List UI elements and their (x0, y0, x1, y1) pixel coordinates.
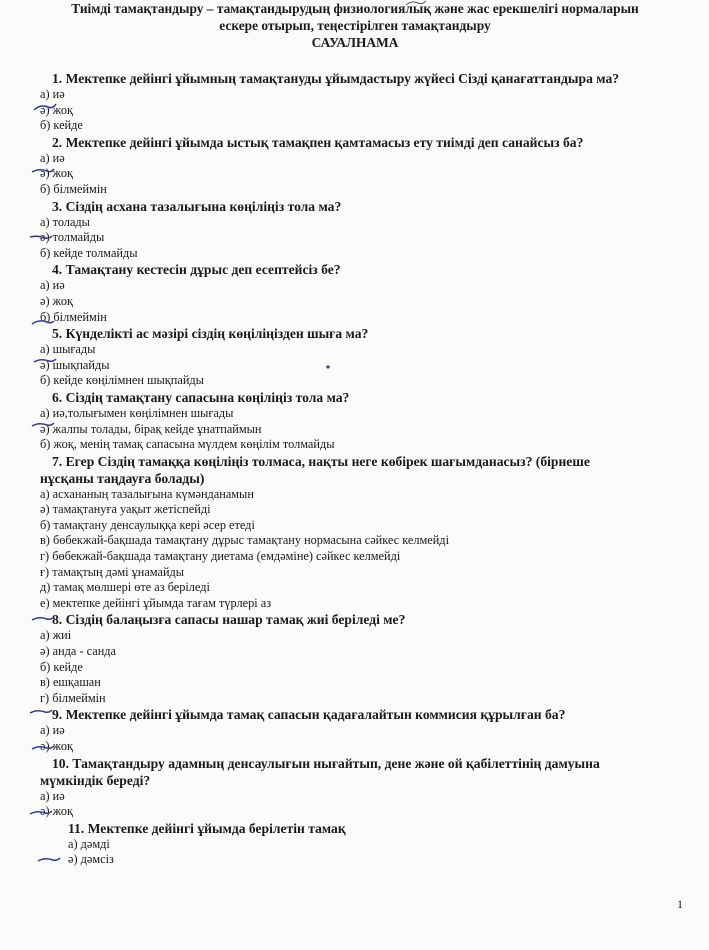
question-6-text: 6. Сіздің тамақтану сапасына көңіліңіз тола ма? (52, 389, 350, 405)
question-5-option-ae[interactable]: ә) шықпайды (40, 357, 110, 372)
question-6-option-a[interactable]: а) иә,толығымен көңілімнен шығады (40, 405, 234, 420)
question-9-option-a[interactable]: а) иә (40, 723, 65, 738)
question-7-option-a[interactable]: а) асхананың тазалығына күмәнданамын (40, 486, 254, 501)
question-3-option-a[interactable]: а) толады (40, 214, 90, 229)
question-11-option-a[interactable]: а) дәмді (68, 836, 110, 851)
question-7 (40, 453, 680, 612)
question-3-text: 3. Сіздің асхана тазалығына көңіліңіз тола ма? (52, 198, 342, 214)
question-2-text: 2. Мектепке дейінгі ұйымда ыстық тамақпен қамтамасыз ету тиімді деп санайсыз ба? (52, 134, 584, 150)
survey-content (40, 70, 680, 868)
question-1-option-ae[interactable]: ә) жоқ (40, 102, 73, 117)
question-10-text-cont: мүмкіндік береді? (40, 772, 151, 788)
question-9-option-ae[interactable]: ә) жоқ (40, 739, 73, 753)
question-2-option-ae[interactable]: ә) жоқ (40, 166, 73, 181)
question-4 (40, 261, 680, 325)
question-2-option-a[interactable]: а) иә (40, 150, 65, 165)
question-3 (40, 198, 680, 262)
question-9 (40, 706, 680, 754)
question-1-option-b[interactable]: б) кейде (40, 118, 83, 133)
question-8-option-a[interactable]: а) жиі (40, 628, 72, 643)
question-2 (40, 134, 680, 198)
question-4-text: 4. Тамақтану кестесін дұрыс деп есептейсіз бе? (52, 262, 341, 278)
question-1-text: 1. Мектепке дейінгі ұйымның тамақтануды ұйымдастыру жүйесі Сізді қанағаттандыра ма? (52, 71, 620, 86)
header-title-line2: ескере отырып, теңестірілген тамақтандыру (219, 18, 491, 33)
question-2-option-b[interactable]: б) білмеймін (40, 181, 107, 196)
question-6-option-b[interactable]: б) жоқ, менің тамақ сапасына мүлдем көңілім толмайды (40, 437, 335, 452)
question-5-option-a[interactable]: а) шығады (40, 342, 96, 357)
header-title-line1: Тиімді тамақтандыру – тамақтандырудың физиологиялық және жас ерекшелігі нормаларын (71, 1, 639, 16)
question-7-option-ae[interactable]: ә) тамақтануға уақыт жетіспейді (40, 502, 211, 517)
question-10-option-ae[interactable]: ә) жоқ (40, 804, 73, 819)
question-8-option-b[interactable]: б) кейде (40, 659, 83, 674)
page-number: 1 (677, 897, 683, 911)
question-7-option-b[interactable]: б) тамақтану денсаулыққа кері әсер етеді (40, 517, 255, 532)
question-4-option-ae[interactable]: ә) жоқ (40, 293, 73, 308)
question-8-option-v[interactable]: в) ешқашан (40, 675, 101, 690)
question-7-text: 7. Егер Сіздің тамаққа көңіліңіз толмаса, нақты неге көбірек шағымданасыз? (бірнеше (52, 453, 590, 469)
question-6-option-ae[interactable]: ә) жалпы толады, бірақ кейде ұнатпаймын (40, 421, 262, 436)
question-11 (40, 820, 680, 868)
question-5-option-b[interactable]: б) кейде көңілімнен шықпайды (40, 373, 204, 388)
question-11-text: 11. Мектепке дейінгі ұйымда берілетін тамақ (68, 820, 346, 836)
question-10-text: 10. Тамақтандыру адамның денсаулығын нығайтып, дене және ой қабілеттінің дамуына (52, 755, 600, 771)
question-7-option-v[interactable]: в) бөбекжай-бақшада тамақтану дұрыс тамақтану нормасына сәйкес келмейді (40, 533, 449, 548)
question-8-option-ae[interactable]: ә) анда - санда (40, 644, 116, 659)
question-10-option-a[interactable]: а) иә (40, 788, 65, 803)
question-10 (40, 755, 680, 820)
question-7-text-cont: нұсқаны таңдауға болады) (40, 470, 205, 486)
question-7-option-g[interactable]: г) бөбекжай-бақшада тамақтану диетама (емдәміне) сәйкес келмейді (40, 549, 401, 564)
question-7-option-d[interactable]: д) тамақ мөлшері өте аз беріледі (40, 580, 210, 595)
survey-header (40, 0, 670, 51)
question-8 (40, 611, 680, 706)
question-4-option-a[interactable]: а) иә (40, 278, 65, 293)
question-8-text: 8. Сіздің балаңызға сапасы нашар тамақ жиі беріледі ме? (52, 612, 406, 628)
question-3-option-b[interactable]: б) кейде толмайды (40, 245, 138, 260)
question-11-option-ae[interactable]: ә) дәмсіз (68, 852, 114, 867)
question-7-option-gh[interactable]: ғ) тамақтың дәмі ұнамайды (40, 564, 185, 579)
question-4-option-b[interactable]: б) білмеймін (40, 309, 107, 324)
header-title-survey: САУАЛНАМА (311, 35, 399, 50)
question-7-option-e[interactable]: е) мектепке дейінгі ұйымда тағам түрлері аз (40, 595, 272, 610)
question-9-text: 9. Мектепке дейінгі ұйымда тамақ сапасын қадағалайтын коммисия құрылған ба? (52, 707, 566, 723)
question-3-option-ae[interactable]: ә) толмайды (40, 230, 105, 245)
question-6 (40, 389, 680, 453)
question-5 (40, 325, 680, 389)
question-1-option-a[interactable]: а) иә (40, 87, 65, 101)
question-8-option-g[interactable]: г) білмеймін (40, 690, 106, 705)
question-1 (40, 70, 680, 134)
question-5-text: 5. Күнделікті ас мәзірі сіздің көңіліңізден шыға ма? (52, 326, 369, 342)
